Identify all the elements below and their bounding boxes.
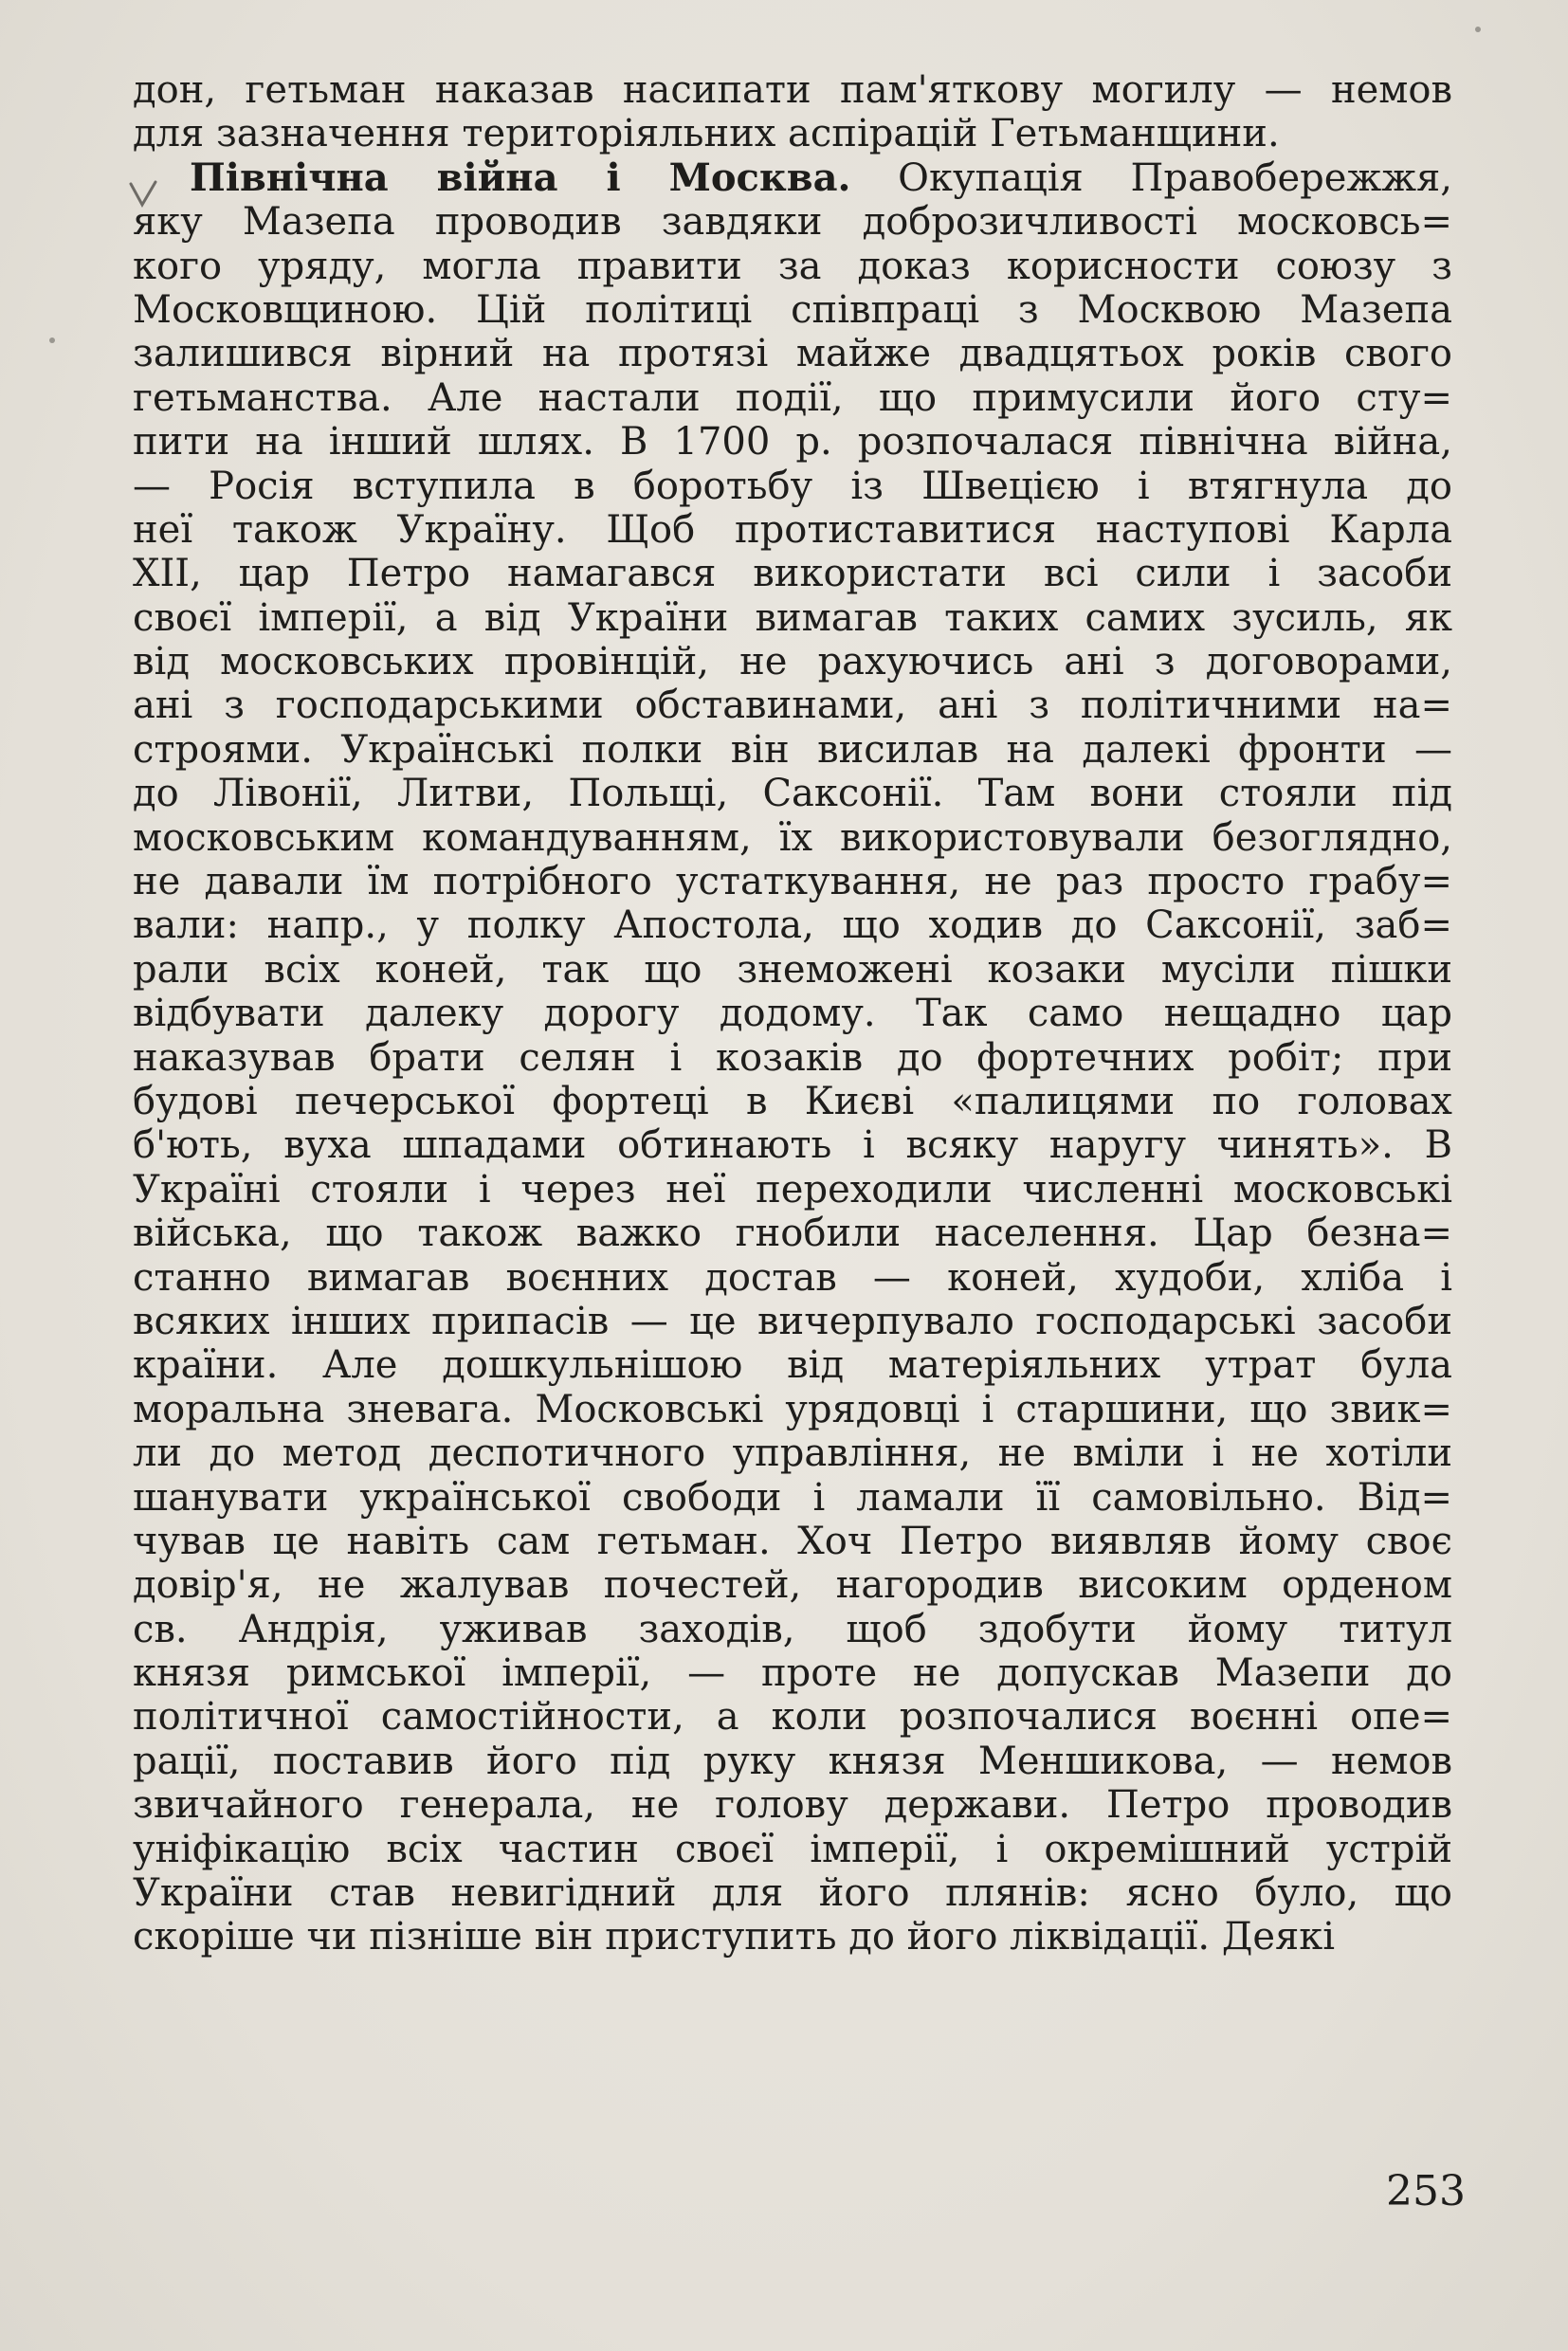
text-line: від московських провінцій, не рахуючись ані з договорами, [133, 640, 1452, 684]
text-line: московським командуванням, їх використовували безоглядно, [133, 815, 1452, 860]
text-line: пити на інший шлях. В 1700 р. розпочалася північна війна, [133, 420, 1452, 465]
text-line: до Лівонії, Литви, Польщі, Саксонії. Там вони стояли під [133, 772, 1452, 816]
text-line: шанувати української свободи і ламали її самовільно. Від= [133, 1475, 1452, 1520]
margin-speck [49, 337, 55, 343]
text-line: довір'я, не жалував почестей, нагородив високим орденом [133, 1563, 1452, 1608]
text-line: князя римської імперії, — проте не допускав Мазепи до [133, 1651, 1452, 1696]
text-line: уніфікацію всіх частин своєї імперії, і окремішний устрій [133, 1827, 1452, 1871]
text-line: дон, гетьман наказав насипати пам'яткову могилу — немов [133, 68, 1452, 112]
text-line: неї також Україну. Щоб протиставитися наступові Карла [133, 507, 1452, 552]
text-line: рали всіх коней, так що знеможені козаки мусіли пішки [133, 947, 1452, 992]
text-line: станно вимагав воєнних достав — коней, худоби, хліба і [133, 1255, 1452, 1300]
text-line: всяких інших припасів — це вичерпувало господарські засоби [133, 1299, 1452, 1343]
text-line-continuation: Окупація Правобережжя, [898, 155, 1453, 200]
text-line: політичної самостійности, а коли розпочалися воєнні опе= [133, 1695, 1452, 1740]
text-line: будові печерської фортеці в Києві «палицями по головах [133, 1079, 1452, 1123]
text-line: війська, що також важко гнобили населення. Цар безна= [133, 1212, 1452, 1256]
text-line: кого уряду, могла правити за доказ корисности союзу з [133, 244, 1452, 288]
text-line: відбувати далеку дорогу додому. Так само нещадно цар [133, 992, 1452, 1036]
text-line: чував це навіть сам гетьман. Хоч Петро виявляв йому своє [133, 1519, 1452, 1563]
text-line: рації, поставив його під руку князя Меншикова, — немов [133, 1739, 1452, 1783]
text-line: гетьманства. Але настали події, що примусили його сту= [133, 375, 1452, 420]
text-line: звичайного генерала, не голову держави. Петро проводив [133, 1783, 1452, 1828]
section-start-line [133, 156, 1452, 200]
margin-speck [1475, 27, 1481, 32]
text-line: залишився вірний на протязі майже двадцятьох років свого [133, 332, 1452, 376]
text-line: вали: напр., у полку Апостола, що ходив до Саксонії, заб= [133, 903, 1452, 948]
section-title: Північна війна і Москва. [190, 155, 851, 200]
text-line: моральна зневага. Московські урядовці і старшини, що звик= [133, 1387, 1452, 1431]
text-line: наказував брати селян і козаків до фортечних робіт; при [133, 1035, 1452, 1080]
text-line: яку Мазепа проводив завдяки доброзичливості московсь= [133, 200, 1452, 245]
text-line: строями. Українські полки він висилав на далекі фронти — [133, 727, 1452, 772]
text-line: ані з господарськими обставинами, ані з політичними на= [133, 683, 1452, 728]
text-line: св. Андрія, уживав заходів, щоб здобути йому титул [133, 1607, 1452, 1651]
text-line: XII, цар Петро намагався використати всі сили і засоби [133, 552, 1452, 596]
text-line: б'ють, вуха шпадами обтинають і всяку наругу чинять». В [133, 1123, 1452, 1168]
text-line: своєї імперії, а від України вимагав таких самих зусиль, як [133, 595, 1452, 640]
page-number: 253 [1386, 2167, 1466, 2215]
text-line: скоріше чи пізніше він приступить до його ліквідації. Деякі [133, 1915, 1336, 1959]
text-line: не давали їм потрібного устаткування, не раз просто грабу= [133, 860, 1452, 904]
body-text [133, 68, 1452, 1959]
text-line: для зазначення територіяльних аспірацій Гетьманщини. [133, 112, 1280, 156]
text-line: — Росія вступила в боротьбу із Швецією і втягнула до [133, 464, 1452, 508]
text-line: країни. Але дошкульнішою від матеріяльних утрат була [133, 1343, 1452, 1388]
text-line: Україні стояли і через неї переходили численні московські [133, 1167, 1452, 1212]
text-line: України став невигідний для його плянів: ясно було, що [133, 1871, 1452, 1916]
text-line: ли до метод деспотичного управління, не вміли і не хотіли [133, 1431, 1452, 1476]
text-line: Московщиною. Цій політиці співпраці з Москвою Мазепа [133, 287, 1452, 332]
